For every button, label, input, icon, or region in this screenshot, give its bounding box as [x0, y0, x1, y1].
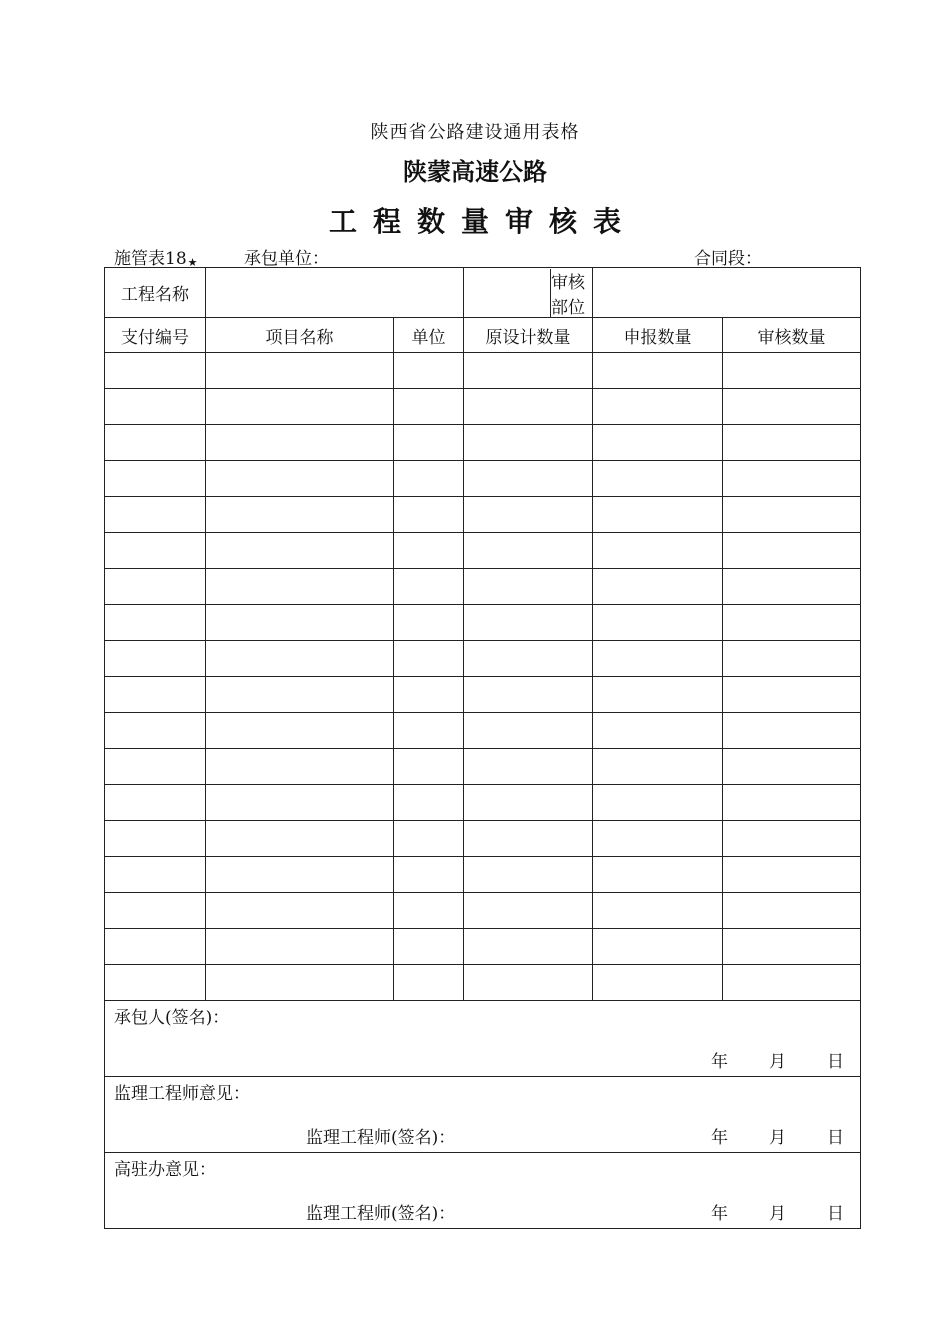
table-cell[interactable]: [723, 425, 861, 461]
table-cell[interactable]: [394, 353, 464, 389]
table-cell[interactable]: [723, 461, 861, 497]
table-cell[interactable]: [206, 749, 394, 785]
table-cell[interactable]: [723, 785, 861, 821]
table-cell[interactable]: [394, 389, 464, 425]
table-cell[interactable]: [593, 353, 723, 389]
table-cell[interactable]: [394, 893, 464, 929]
section-label: 监理工程师意见：: [114, 1084, 250, 1104]
table-cell[interactable]: [593, 677, 723, 713]
column-header: 单位: [394, 318, 464, 353]
table-cell[interactable]: [394, 821, 464, 857]
table-cell[interactable]: [464, 461, 593, 497]
table-cell[interactable]: [206, 641, 394, 677]
table-cell[interactable]: [593, 389, 723, 425]
table-cell[interactable]: [723, 497, 861, 533]
table-cell[interactable]: [394, 461, 464, 497]
table-row: [105, 605, 861, 641]
table-cell[interactable]: [394, 713, 464, 749]
table-cell[interactable]: [723, 389, 861, 425]
month-label: 月: [769, 1128, 786, 1148]
table-cell[interactable]: [593, 641, 723, 677]
table-row: [105, 857, 861, 893]
table-cell[interactable]: [723, 893, 861, 929]
form-code: [114, 244, 198, 269]
table-cell[interactable]: [206, 461, 394, 497]
table-cell[interactable]: [593, 497, 723, 533]
table-cell[interactable]: [723, 605, 861, 641]
table-row: [105, 569, 861, 605]
column-header: 审核数量: [723, 318, 861, 353]
table-cell[interactable]: [464, 785, 593, 821]
table-cell[interactable]: [464, 569, 593, 605]
form-code-text: 施管表18: [114, 249, 187, 269]
table-cell[interactable]: [206, 425, 394, 461]
table-cell[interactable]: [206, 893, 394, 929]
day-label: 日: [827, 1052, 844, 1072]
table-row: [105, 353, 861, 389]
year-label: 年: [711, 1204, 728, 1224]
table-cell[interactable]: [464, 929, 593, 965]
table-cell[interactable]: [206, 785, 394, 821]
table-cell[interactable]: [464, 893, 593, 929]
section-label: 高驻办意见：: [114, 1160, 216, 1180]
project-name-label: 工程名称: [105, 268, 206, 318]
table-cell[interactable]: [105, 533, 206, 569]
table-cell[interactable]: [723, 713, 861, 749]
table-cell[interactable]: [464, 641, 593, 677]
table-cell[interactable]: [105, 713, 206, 749]
table-cell[interactable]: [723, 533, 861, 569]
year-label: 年: [711, 1052, 728, 1072]
table-cell[interactable]: [394, 641, 464, 677]
table-cell[interactable]: [105, 497, 206, 533]
table-row: [105, 821, 861, 857]
table-cell[interactable]: [105, 389, 206, 425]
signature-label: 监理工程师(签名)：: [306, 1128, 456, 1148]
table-cell[interactable]: [206, 821, 394, 857]
contract-section-label: 合同段：: [694, 249, 762, 269]
table-cell[interactable]: [593, 605, 723, 641]
column-header: 申报数量: [593, 318, 723, 353]
table-cell[interactable]: [593, 749, 723, 785]
table-cell[interactable]: [206, 389, 394, 425]
table-cell[interactable]: [723, 749, 861, 785]
column-header-row: [105, 318, 861, 353]
table-cell[interactable]: [105, 569, 206, 605]
table-cell[interactable]: [593, 965, 723, 1001]
table-cell[interactable]: [593, 785, 723, 821]
date-line: [711, 1047, 844, 1072]
table-cell[interactable]: [105, 965, 206, 1001]
table-cell[interactable]: [593, 569, 723, 605]
table-row: [105, 389, 861, 425]
signature-section: [105, 1153, 861, 1229]
table-cell[interactable]: [394, 929, 464, 965]
table-row: [105, 425, 861, 461]
section-label: 承包人(签名)：: [114, 1008, 230, 1028]
table-row: [105, 785, 861, 821]
table-row: [105, 713, 861, 749]
audit-part-split: [464, 268, 593, 318]
table-cell[interactable]: [723, 677, 861, 713]
table-cell[interactable]: [723, 821, 861, 857]
table-cell[interactable]: [394, 497, 464, 533]
table-row: [105, 677, 861, 713]
table-cell[interactable]: [394, 569, 464, 605]
table-cell[interactable]: [464, 821, 593, 857]
table-cell[interactable]: [464, 497, 593, 533]
date-line: [711, 1199, 844, 1224]
table-cell[interactable]: [105, 821, 206, 857]
table-row: [105, 461, 861, 497]
year-label: 年: [711, 1128, 728, 1148]
form-title: 工程数量审核表: [328, 205, 637, 238]
table-cell[interactable]: [464, 353, 593, 389]
project-title: 陕蒙高速公路: [403, 158, 547, 186]
table-cell[interactable]: [464, 389, 593, 425]
table-row: [105, 893, 861, 929]
table-cell[interactable]: [206, 605, 394, 641]
table-cell[interactable]: [593, 533, 723, 569]
quantity-table: [104, 267, 861, 1229]
signature-label: 监理工程师(签名)：: [306, 1204, 456, 1224]
table-cell[interactable]: [394, 677, 464, 713]
contractor-label: 承包单位：: [244, 249, 329, 269]
table-cell[interactable]: [105, 785, 206, 821]
column-header: 项目名称: [206, 318, 394, 353]
table-cell[interactable]: [105, 605, 206, 641]
table-cell[interactable]: [723, 929, 861, 965]
table-cell[interactable]: [105, 749, 206, 785]
table-cell[interactable]: [723, 857, 861, 893]
org-line: 陕西省公路建设通用表格: [370, 122, 580, 143]
table-cell[interactable]: [394, 785, 464, 821]
table-cell[interactable]: [593, 425, 723, 461]
table-cell[interactable]: [105, 461, 206, 497]
table-cell[interactable]: [206, 857, 394, 893]
table-cell[interactable]: [206, 533, 394, 569]
table-cell[interactable]: [464, 713, 593, 749]
table-cell[interactable]: [206, 497, 394, 533]
project-name-field[interactable]: [206, 268, 464, 318]
table-cell[interactable]: [464, 605, 593, 641]
audit-part-field[interactable]: [593, 268, 861, 318]
table-cell[interactable]: [105, 929, 206, 965]
project-info-row: [105, 268, 861, 318]
day-label: 日: [827, 1128, 844, 1148]
table-cell[interactable]: [464, 677, 593, 713]
table-row: [105, 497, 861, 533]
signature-cell[interactable]: [105, 1153, 861, 1229]
table-cell[interactable]: [105, 425, 206, 461]
table-cell[interactable]: [206, 929, 394, 965]
table-cell[interactable]: [593, 857, 723, 893]
table-cell[interactable]: [206, 353, 394, 389]
table-cell[interactable]: [105, 893, 206, 929]
table-row: [105, 965, 861, 1001]
table-cell[interactable]: [105, 857, 206, 893]
signature-cell[interactable]: [105, 1077, 861, 1153]
signature-cell[interactable]: [105, 1001, 861, 1077]
table-cell[interactable]: [394, 749, 464, 785]
signature-section: [105, 1001, 861, 1077]
table-cell[interactable]: [464, 749, 593, 785]
table-row: [105, 641, 861, 677]
table-cell[interactable]: [593, 461, 723, 497]
star-icon: ★: [187, 256, 198, 269]
table-cell[interactable]: [593, 893, 723, 929]
table-cell[interactable]: [464, 425, 593, 461]
table-cell[interactable]: [723, 569, 861, 605]
table-cell[interactable]: [105, 353, 206, 389]
table-cell[interactable]: [206, 677, 394, 713]
table-cell[interactable]: [394, 965, 464, 1001]
table-row: [105, 533, 861, 569]
day-label: 日: [827, 1204, 844, 1224]
column-header: 支付编号: [105, 318, 206, 353]
table-cell[interactable]: [394, 425, 464, 461]
table-row: [105, 929, 861, 965]
table-cell[interactable]: [464, 857, 593, 893]
table-cell[interactable]: [464, 965, 593, 1001]
table-cell[interactable]: [394, 857, 464, 893]
table-cell[interactable]: [206, 713, 394, 749]
table-cell[interactable]: [394, 533, 464, 569]
table-cell[interactable]: [464, 533, 593, 569]
table-cell[interactable]: [723, 641, 861, 677]
month-label: 月: [769, 1204, 786, 1224]
table-cell[interactable]: [394, 605, 464, 641]
table-cell[interactable]: [593, 821, 723, 857]
table-cell[interactable]: [593, 929, 723, 965]
date-line: [711, 1123, 844, 1148]
table-cell[interactable]: [105, 677, 206, 713]
column-header: 原设计数量: [464, 318, 593, 353]
signature-section: [105, 1077, 861, 1153]
table-cell[interactable]: [723, 353, 861, 389]
table-cell[interactable]: [206, 569, 394, 605]
month-label: 月: [769, 1052, 786, 1072]
table-cell[interactable]: [593, 713, 723, 749]
table-cell[interactable]: [105, 641, 206, 677]
table-cell[interactable]: [723, 965, 861, 1001]
audit-part-label: 审核部位: [550, 269, 592, 317]
table-row: [105, 749, 861, 785]
table-cell[interactable]: [206, 965, 394, 1001]
